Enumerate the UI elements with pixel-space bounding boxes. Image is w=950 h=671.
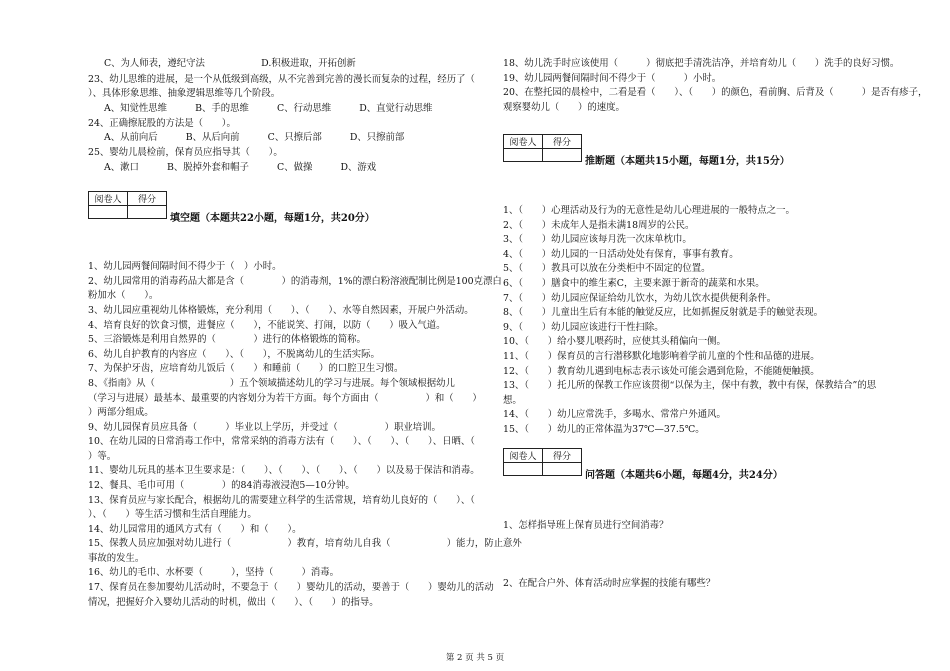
- judge-item: 12、（ ）教育幼儿遇到电标志表示该处可能会遇到危险，不能随便触摸。: [503, 366, 820, 377]
- fill-item: 6、幼儿自护教育的内容应（ ）、（ ），不脱离幼儿的生活实际。: [88, 349, 380, 360]
- fill-section-title: 填空题（本题共22小题，每题1分，共20分）: [170, 213, 375, 224]
- score-label: 得分: [128, 192, 167, 206]
- fill-item: 10、在幼儿园的日常消毒工作中，常常采纳的消毒方法有（ ）、（ ）、（ ）、日晒、（: [88, 436, 475, 447]
- fill-item: 9、幼儿园保育员应具备（ ）毕业以上学历，并受过（ ）职业培训。: [88, 422, 441, 433]
- judge-item: 13、（ ）托儿所的保教工作应该贯彻“以保为主，保中有教，教中有保，保教结合”的思: [503, 380, 877, 391]
- fill-item: 4、培育良好的饮食习惯，进餐应（ ），不能说笑、打闹，以防（ ）吸入气道。: [88, 320, 446, 331]
- judge-item: 4、（ ）幼儿园的一日活动处处有保育，事事有教育。: [503, 249, 739, 260]
- judge-item: 14、（ ）幼儿应常洗手，多喝水、常常户外通风。: [503, 409, 726, 420]
- fill-item: （学习与进展）最基本、最重要的内容划分为若干方面。每个方面由（ ）和（ ）: [88, 393, 482, 404]
- score-label: 得分: [543, 135, 582, 149]
- fill-item: 17、保育员在参加婴幼儿活动时，不要急于（ ）婴幼儿的活动，要善于（ ）婴幼儿的活动: [88, 582, 494, 593]
- fill-item: 粉加水（ ）。: [88, 290, 159, 301]
- q25-options: A、漱口 B、脱掉外套和帽子 C、做操 D、游戏: [104, 162, 377, 173]
- fill-item: 2、幼儿园常用的消毒药品大都是含（ ）的消毒剂，1%的漂白粉溶液配制比例是100克漂白: [88, 276, 502, 287]
- judge-item: 3、（ ）幼儿园应该每月洗一次床单枕巾。: [503, 234, 692, 245]
- qa-item: 2、在配合户外、体育活动时应掌握的技能有哪些？: [503, 578, 716, 589]
- judge-item: 7、（ ）幼儿园应保证给幼儿饮水，为幼儿饮水提供便利条件。: [503, 293, 777, 304]
- judge-item: 10、（ ）给小婴儿喂药时，应使其头稍偏向一侧。: [503, 336, 726, 347]
- fill-item: 3、幼儿园应重视幼儿体格锻炼，充分利用（ ）、（ ）、水等自然因素，开展户外活动。: [88, 305, 474, 316]
- judge-item: 想。: [503, 395, 522, 406]
- reviewer-cell: [504, 463, 543, 476]
- q23-text: 23、幼儿思维的进展，是一个从低级到高级，从不完善到完善的漫长而复杂的过程，经历了（: [88, 74, 475, 85]
- fill-item: 情况，把握好介入婴幼儿活动的时机，做出（ ）、（ ）的指导。: [88, 597, 379, 608]
- score-cell: [543, 463, 582, 476]
- reviewer-label: 阅卷人: [504, 449, 543, 463]
- fill-item: 8、《指南》从（ ）五个领域描述幼儿的学习与进展。每个领域根据幼儿: [88, 378, 455, 389]
- reviewer-cell: [89, 206, 128, 219]
- fill-item: 16、幼儿的毛巾、水杯要（ ），坚持（ ）消毒。: [88, 567, 339, 578]
- judge-section-title: 推断题（本题共15小题，每题1分，共15分）: [585, 156, 790, 167]
- q23-text-cont: ）、具体形象思维、抽象逻辑思维等几个阶段。: [88, 88, 281, 99]
- q18-text: 18、幼儿洗手时应该使用（ ）彻底把手清洗洁净，并培育幼儿（ ）洗手的良好习惯。: [503, 58, 900, 69]
- fill-item: ）等。: [88, 451, 117, 462]
- fill-item: 12、餐具、毛巾可用（ ）的84消毒液浸泡5—10分钟。: [88, 480, 355, 491]
- fill-item: ）、（ ）等生活习惯和生活自理能力。: [88, 509, 257, 520]
- fill-item: 7、为保护牙齿，应培育幼儿饭后（ ）和睡前（ ）的口腔卫生习惯。: [88, 363, 404, 374]
- q19-text: 19、幼儿园两餐间隔时间不得少于（ ）小时。: [503, 73, 722, 84]
- q25-text: 25、婴幼儿晨检前，保育员应指导其（ ）。: [88, 147, 283, 158]
- qa-item: 1、怎样指导班上保育员进行空间消毒？: [503, 520, 669, 531]
- judge-item: 2、（ ）未成年人是指未满18周岁的公民。: [503, 220, 695, 231]
- judge-item: 5、（ ）教具可以放在分类柜中不固定的位置。: [503, 263, 711, 274]
- q24-options: A、从前向后 B、从后向前 C、只擦后部 D、只擦前部: [104, 132, 405, 143]
- score-box-qa: [503, 448, 582, 476]
- fill-item: 13、保育员应与家长配合，根据幼儿的需要建立科学的生活常规，培育幼儿良好的（ ）、（: [88, 495, 475, 506]
- q24-text: 24、正确擦屁股的方法是（ ）。: [88, 118, 236, 129]
- judge-item: 9、（ ）幼儿园应该进行干性扫除。: [503, 322, 664, 333]
- fill-item: 1、幼儿园两餐间隔时间不得少于（ ）小时。: [88, 261, 282, 272]
- q20-text-cont: 观察婴幼儿（ ）的速度。: [503, 102, 625, 113]
- fill-item: 事故的发生。: [88, 553, 145, 564]
- reviewer-label: 阅卷人: [89, 192, 128, 206]
- score-box-fill: [88, 191, 167, 219]
- q22-options: C、为人师表，遵纪守法 D.积极进取，开拓创新: [104, 58, 356, 69]
- reviewer-label: 阅卷人: [504, 135, 543, 149]
- score-box-judge: [503, 134, 582, 162]
- fill-item: 5、三浴锻炼是利用自然界的（ ）进行的体格锻炼的简称。: [88, 334, 366, 345]
- fill-item: 11、婴幼儿玩具的基本卫生要求是：（ ）、（ ）、（ ）、（ ）以及易于保洁和消毒。: [88, 465, 480, 476]
- fill-item: 15、保教人员应加强对幼儿进行（ ）教育，培育幼儿自我（ ）能力，防止意外: [88, 538, 522, 549]
- fill-item: 14、幼儿园常用的通风方式有（ ）和（ ）。: [88, 524, 302, 535]
- q20-text: 20、在整托园的晨检中，二看是看（ ）、（ ）的颜色，看前胸、后背及（ ）是否有疹子，: [503, 87, 928, 98]
- judge-item: 6、（ ）膳食中的维生素C，主要来源于新奇的蔬菜和水果。: [503, 278, 765, 289]
- judge-item: 15、（ ）幼儿的正常体温为37℃—37.5℃。: [503, 424, 705, 435]
- score-cell: [128, 206, 167, 219]
- q23-options: A、知觉性思维 B、手的思维 C、行动思维 D、直觉行动思维: [104, 103, 433, 114]
- score-cell: [543, 149, 582, 162]
- reviewer-cell: [504, 149, 543, 162]
- page-footer: 第 2 页 共 5 页: [445, 653, 505, 663]
- judge-item: 8、（ ）儿童出生后有本能的触觉反应，比如抓握反射就是手的触觉表现。: [503, 307, 824, 318]
- judge-item: 1、（ ）心理活动及行为的无意性是幼儿心理进展的一般特点之一。: [503, 205, 795, 216]
- judge-item: 11、（ ）保育员的言行潜移默化地影响着学前儿童的个性和品德的进展。: [503, 351, 820, 362]
- fill-item: ）两部分组成。: [88, 407, 154, 418]
- score-label: 得分: [543, 449, 582, 463]
- qa-section-title: 问答题（本题共6小题，每题4分，共24分）: [585, 470, 783, 481]
